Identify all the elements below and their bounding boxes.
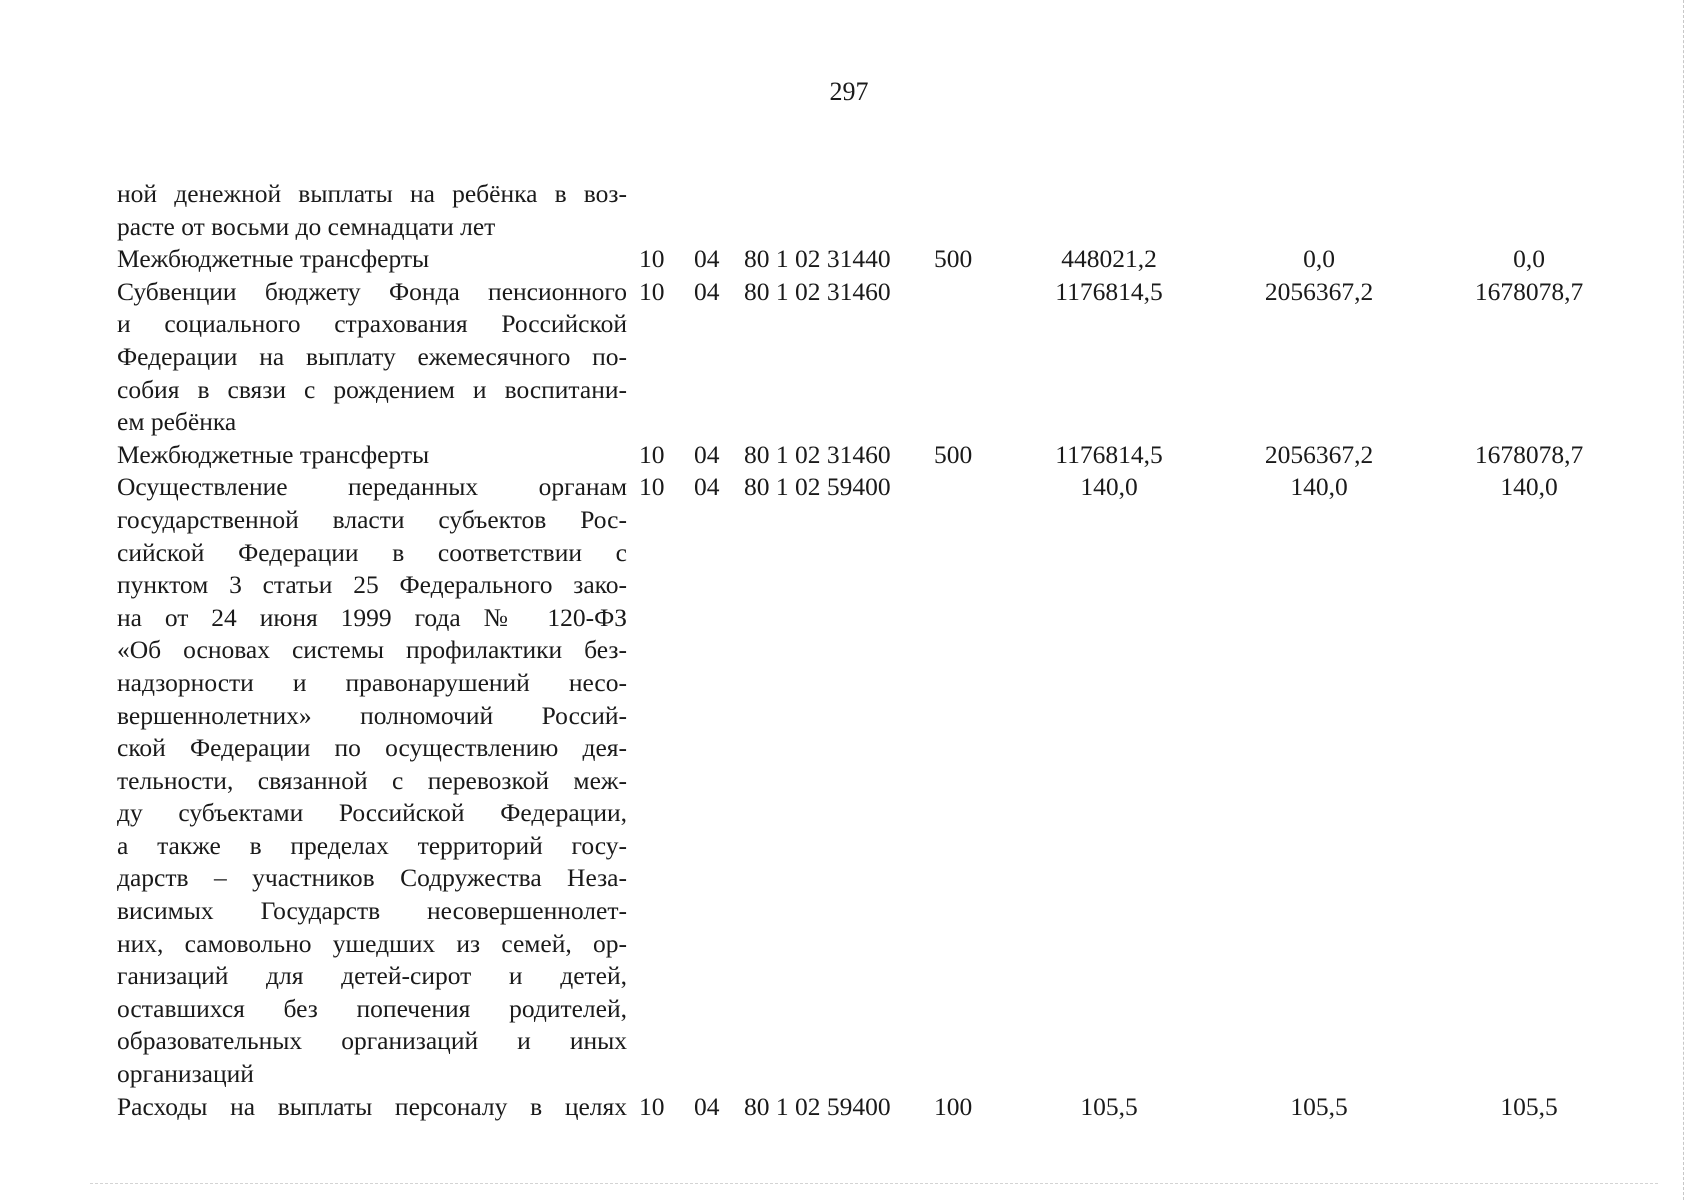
row-value-3: 0,0 (1513, 244, 1545, 274)
row-subsection (694, 178, 744, 243)
row-name-line: Расходы на выплаты персоналу в целях (117, 1091, 627, 1121)
row-name-line: Межбюджетные трансферты (117, 439, 430, 469)
row-name-line: них, самовольно ушедших из семей, ор- (117, 928, 627, 958)
table-row (117, 276, 1634, 439)
row-name-line: висимых Государств несовершеннолет- (117, 896, 627, 926)
row-target-article: 80 1 02 31460 (744, 276, 891, 306)
row-expense-type: 500 (934, 439, 973, 469)
row-subsection: 04 (694, 439, 720, 469)
row-name-line: Федерации на выплату ежемесячного по- (117, 341, 627, 371)
row-name-line: ду субъектами Российской Федерации, (117, 798, 627, 828)
row-name-line: ской Федерации по осуществлению дея- (117, 733, 627, 763)
table-row (117, 178, 1634, 243)
row-value-2: 0,0 (1303, 244, 1335, 274)
row-target-article: 80 1 02 31440 (744, 244, 891, 274)
row-value-2: 105,5 (1290, 1091, 1348, 1121)
row-section: 10 (639, 244, 665, 274)
row-value-1: 140,0 (1080, 472, 1138, 502)
table-body (117, 178, 1634, 1123)
row-subsection: 04 (694, 276, 720, 306)
row-value-1: 1176814,5 (1055, 276, 1163, 306)
row-value-2: 140,0 (1290, 472, 1348, 502)
row-value-3: 140,0 (1500, 472, 1558, 502)
row-target-article: 80 1 02 59400 (744, 472, 891, 502)
row-name-line: ганизаций для детей-сирот и детей, (117, 961, 627, 991)
row-section: 10 (639, 439, 665, 469)
row-value-3: 105,5 (1500, 1091, 1558, 1121)
row-name-line: организаций (117, 1059, 254, 1089)
row-expense-type: 100 (934, 1091, 973, 1121)
row-name-line: расте от восьми до семнадцати лет (117, 211, 496, 241)
row-name-line: Межбюджетные трансферты (117, 244, 430, 274)
row-name-line: тельности, связанной с перевозкой меж- (117, 765, 627, 795)
row-name-line: вершеннолетних» полномочий Россий- (117, 700, 627, 730)
row-subsection: 04 (694, 472, 720, 502)
table-row (117, 471, 1634, 1090)
row-name-line: государственной власти субъектов Рос- (117, 504, 627, 534)
row-value-2: 2056367,2 (1264, 276, 1374, 306)
row-name (117, 276, 627, 439)
row-section (627, 178, 694, 243)
row-expense-type (934, 471, 1004, 1090)
row-name-line: ной денежной выплаты на ребёнка в воз- (117, 179, 627, 208)
row-expense-type (934, 178, 1004, 243)
row-name (117, 243, 627, 276)
row-value-1: 1176814,5 (1055, 439, 1163, 469)
table-row (117, 1091, 1634, 1124)
row-name-line: Субвенции бюджету Фонда пенсионного (117, 276, 627, 306)
row-section: 10 (639, 472, 665, 502)
row-subsection: 04 (694, 1091, 720, 1121)
row-target-article: 80 1 02 31460 (744, 439, 891, 469)
row-name-line: пунктом 3 статьи 25 Федерального зако- (117, 570, 627, 600)
row-name (117, 439, 627, 472)
row-section: 10 (639, 1091, 665, 1121)
row-value-1: 448021,2 (1061, 244, 1157, 274)
row-name-line: сийской Федерации в соответствии с (117, 537, 627, 567)
row-name-line: и социального страхования Российской (117, 309, 627, 339)
row-value-2 (1214, 178, 1424, 243)
row-name-line: дарств – участников Содружества Неза- (117, 863, 627, 893)
row-expense-type: 500 (934, 244, 973, 274)
scan-edge-line (1682, 0, 1684, 1200)
budget-table (117, 178, 1634, 1123)
row-name (117, 178, 627, 243)
row-name-line: собия в связи с рождением и воспитани- (117, 374, 627, 404)
table-row (117, 439, 1634, 472)
row-value-2: 2056367,2 (1264, 439, 1374, 469)
row-name (117, 1091, 627, 1124)
row-section: 10 (639, 276, 665, 306)
table-row (117, 243, 1634, 276)
row-target-article (744, 178, 934, 243)
row-value-3: 1678078,7 (1474, 276, 1584, 306)
row-name-line: оставшихся без попечения родителей, (117, 993, 627, 1023)
row-value-3 (1424, 178, 1634, 243)
row-name-line: надзорности и правонарушений несо- (117, 667, 627, 697)
row-expense-type (934, 276, 1004, 439)
scan-bottom-line (90, 1183, 1658, 1185)
row-name-line: на от 24 июня 1999 года № 120-ФЗ (117, 602, 627, 632)
row-name-line: а также в пределах территорий госу- (117, 830, 627, 860)
row-name-line: образовательных организаций и иных (117, 1026, 627, 1056)
row-target-article: 80 1 02 59400 (744, 1091, 891, 1121)
row-subsection: 04 (694, 244, 720, 274)
row-value-3: 1678078,7 (1474, 439, 1584, 469)
page-number: 297 (829, 77, 869, 106)
row-value-1 (1004, 178, 1214, 243)
row-value-1: 105,5 (1080, 1091, 1138, 1121)
row-name-line: «Об основах системы профилактики без- (117, 635, 627, 665)
row-name-line: Осуществление переданных органам (117, 472, 627, 502)
row-name (117, 471, 627, 1090)
row-name-line: ем ребёнка (117, 407, 237, 437)
